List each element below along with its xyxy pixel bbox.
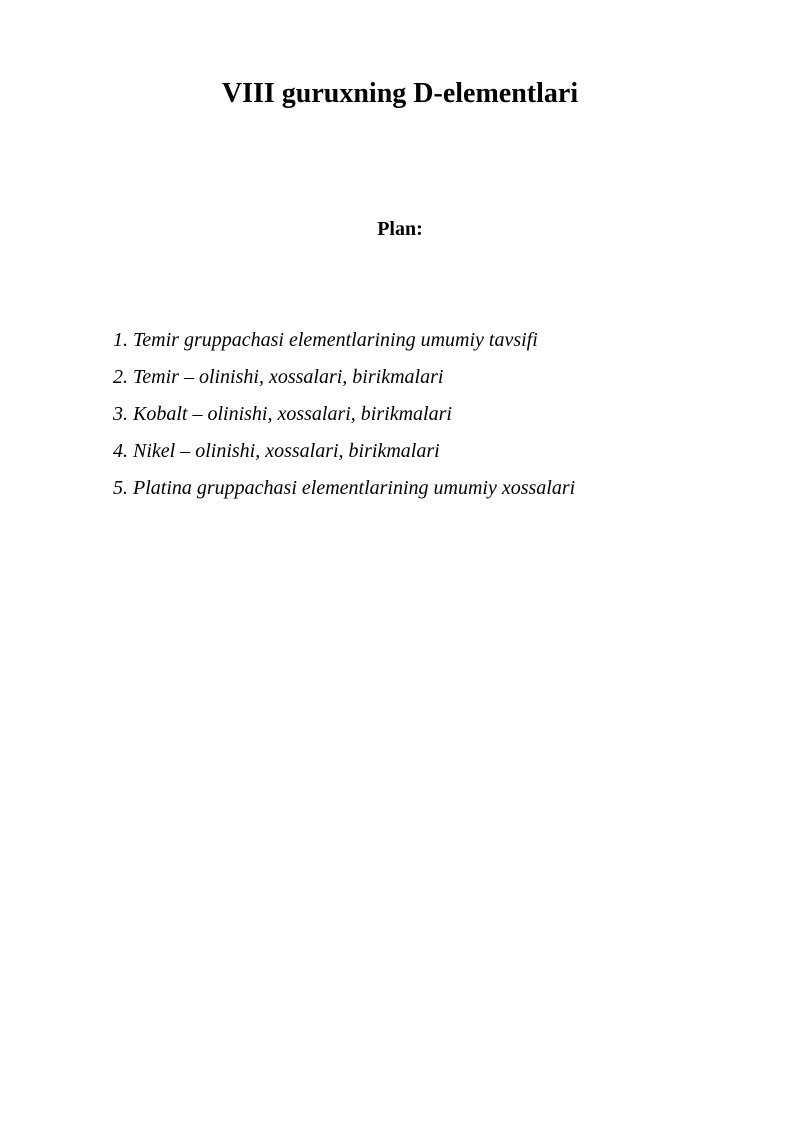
plan-heading: Plan:	[377, 218, 423, 240]
page-title: VIII guruxning D-elementlari	[221, 78, 579, 109]
plan-item-2: 2. Temir – olinishi, xossalari, birikmalari	[113, 366, 444, 388]
plan-item-4: 4. Nikel – olinishi, xossalari, birikmalari	[113, 440, 440, 462]
plan-item-5: 5. Platina gruppachasi elementlarining umumiy xossalari	[113, 477, 576, 499]
plan-item-3: 3. Kobalt – olinishi, xossalari, birikmalari	[113, 403, 452, 425]
plan-item-1: 1. Temir gruppachasi elementlarining umumiy tavsifi	[113, 329, 538, 351]
plan-list	[113, 322, 753, 507]
